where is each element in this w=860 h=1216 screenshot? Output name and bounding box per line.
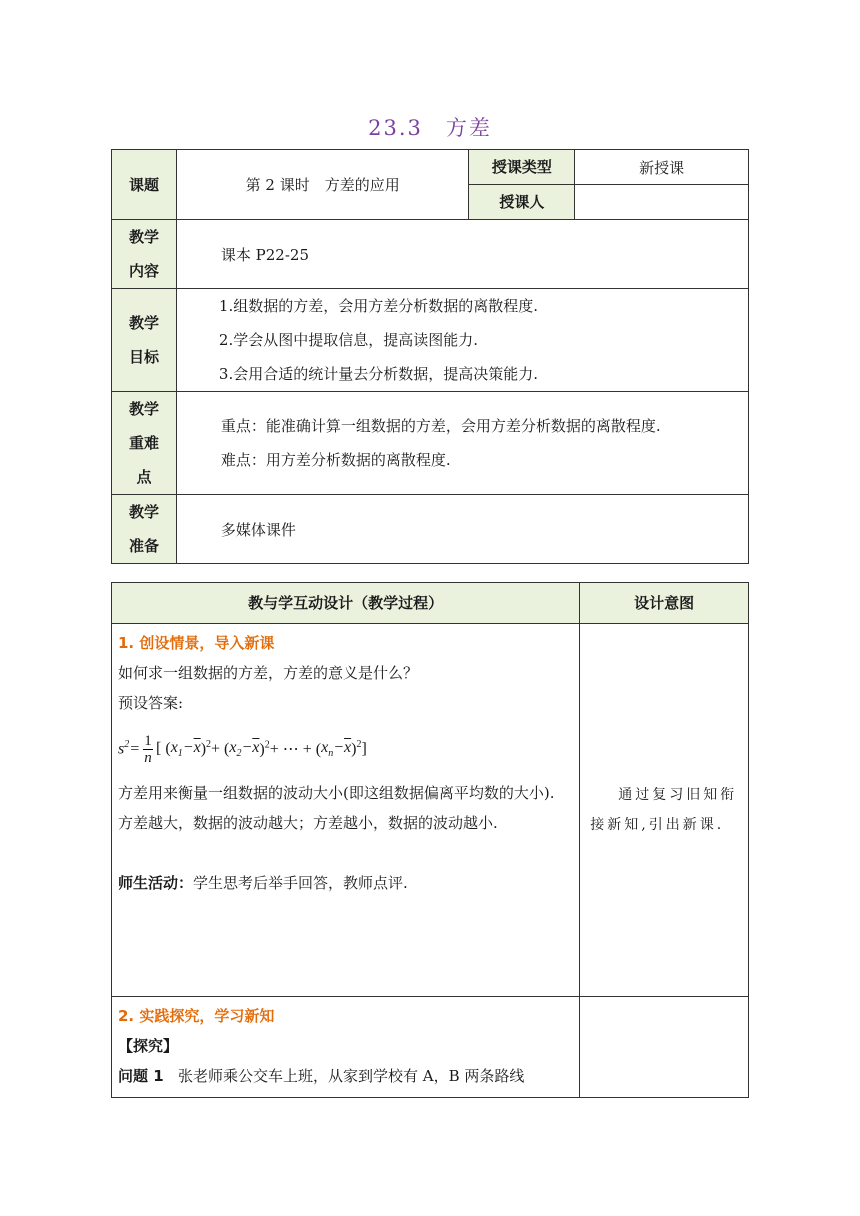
variance-formula: $s^2=$ 1 n [ ( $x_1-\overline{x}$ )$^2$+ ( $x_2-\overline{x}$ )$^2$+ ⋯ + ( $x_n-\overline{x}$ )$^2$] xyxy=(118,732,367,766)
problem-text: 张老师乘公交车上班，从家到学校有 A，B 两条路线 xyxy=(177,1067,525,1085)
activity-label: 师生活动： xyxy=(118,874,194,892)
content-label-line2: 内容 xyxy=(128,262,159,280)
goal-label-line2: 目标 xyxy=(128,348,159,366)
problem-label: 问题 1 xyxy=(118,1067,164,1085)
goal-item: 2.学会从图中提取信息，提高读图能力. xyxy=(218,331,478,349)
section1-activity xyxy=(118,868,573,898)
goal-item: 1.组数据的方差，会用方差分析数据的离散程度. xyxy=(218,297,538,315)
section1-explain-1: 方差用来衡量一组数据的波动大小(即这组数据偏离平均数的大小). xyxy=(118,784,555,802)
content-value: 课本 P22-25 xyxy=(176,220,748,289)
key-points xyxy=(176,392,748,495)
teacher-label: 授课人 xyxy=(469,185,575,220)
intent-header: 设计意图 xyxy=(580,583,749,624)
section1-heading: 1. 创设情景，导入新课 xyxy=(118,634,275,652)
section1-intent: 通过复习旧知衔接新知,引出新课. xyxy=(590,787,738,833)
goal-list xyxy=(176,289,748,392)
prep-value: 多媒体课件 xyxy=(176,495,748,564)
lesson-info-table xyxy=(111,149,749,564)
key-label-line2: 重难 xyxy=(128,434,159,452)
section1-preset: 预设答案: xyxy=(118,694,184,712)
section2-heading: 2. 实践探究，学习新知 xyxy=(118,1007,275,1025)
key-label-line1: 教学 xyxy=(128,400,159,418)
section1-cell xyxy=(112,624,580,997)
prep-label-line2: 准备 xyxy=(128,537,159,555)
section1-explain-2: 方差越大，数据的波动越大；方差越小，数据的波动越小. xyxy=(118,814,498,832)
goal-label xyxy=(112,289,177,392)
content-label xyxy=(112,220,177,289)
section2-explore: 【探究】 xyxy=(118,1037,179,1055)
page-title: 23.3 方差 xyxy=(368,116,492,140)
section2-intent-cell xyxy=(580,997,749,1098)
section1-question: 如何求一组数据的方差，方差的意义是什么？ xyxy=(118,664,419,682)
key-label-line3: 点 xyxy=(136,468,152,486)
type-value: 新授课 xyxy=(575,150,749,185)
process-header: 教与学互动设计（教学过程） xyxy=(112,583,580,624)
section2-problem xyxy=(118,1061,573,1091)
key-point: 重点：能准确计算一组数据的方差，会用方差分析数据的离散程度. xyxy=(220,417,661,435)
prep-label-line1: 教学 xyxy=(128,503,159,521)
difficult-point: 难点：用方差分析数据的离散程度. xyxy=(220,451,451,469)
goal-label-line1: 教学 xyxy=(128,314,159,332)
section2-cell xyxy=(112,997,580,1098)
activity-text: 学生思考后举手回答，教师点评. xyxy=(193,874,408,892)
goal-item: 3.会用合适的统计量去分析数据，提高决策能力. xyxy=(218,365,538,383)
type-label: 授课类型 xyxy=(469,150,575,185)
topic-label: 课题 xyxy=(112,150,177,220)
teaching-process-table xyxy=(111,582,749,1098)
key-label xyxy=(112,392,177,495)
prep-label xyxy=(112,495,177,564)
topic-value: 第 2 课时 方差的应用 xyxy=(176,150,469,220)
teacher-value xyxy=(575,185,749,220)
content-label-line1: 教学 xyxy=(128,228,159,246)
section1-intent-cell xyxy=(580,624,749,997)
